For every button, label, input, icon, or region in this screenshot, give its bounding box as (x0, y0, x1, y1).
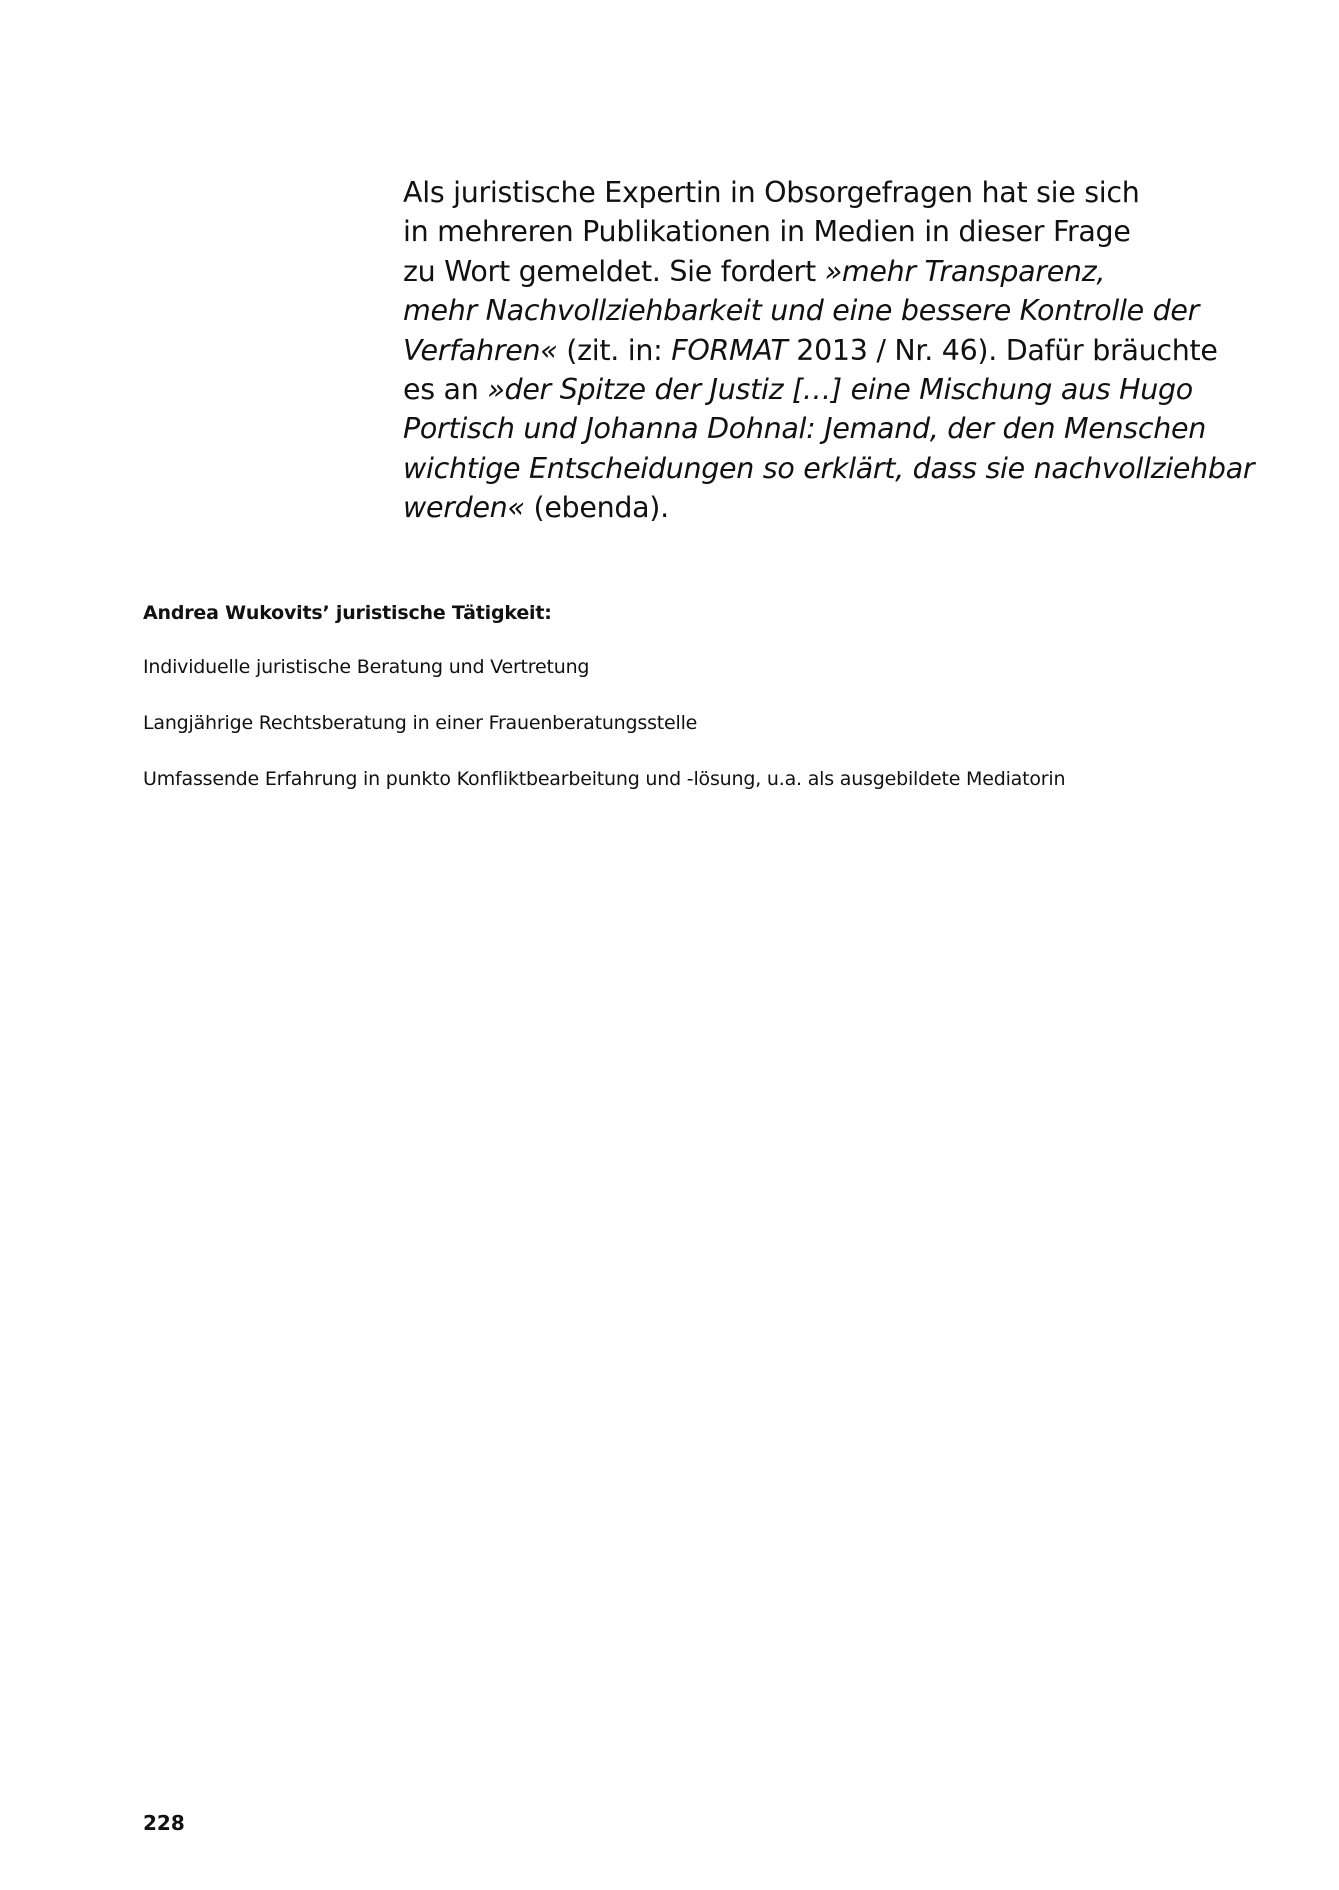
quote-text: Verfahren« (403, 333, 558, 367)
quote-text: »der Spitze der Justiz […] eine Mischung aus Hugo (487, 373, 1193, 407)
lead-text: (ebenda). (524, 491, 669, 525)
list-item: Individuelle juristische Beratung und Vertretung (143, 656, 590, 678)
lead-line-1: Als juristische Expertin in Obsorgefragen hat sie sich (403, 176, 1140, 209)
lead-text: 2013 / Nr. 46). Dafür bräuchte (787, 333, 1218, 367)
lead-line-2: in mehreren Publikationen in Medien in dieser Frage (403, 215, 1131, 249)
lead-text: (zit. in: (557, 333, 672, 367)
lead-line-4 (403, 291, 1283, 330)
lead-paragraph (403, 173, 1283, 528)
activities-list (143, 654, 1065, 822)
lead-text: zu Wort gemeldet. Sie fordert (403, 254, 825, 288)
quote-text: wichtige Entscheidungen so erklärt, dass sie nachvollziehbar (403, 451, 1255, 485)
quote-text: »mehr Transparenz, (824, 254, 1106, 288)
lead-line-6 (403, 370, 1283, 409)
page-number: 228 (143, 1811, 185, 1835)
quote-text: mehr Nachvollziehbarkeit und eine bessere Kontrolle der (403, 294, 1200, 328)
lead-line-7 (403, 409, 1283, 448)
publication-title: FORMAT (671, 333, 788, 367)
quote-text: werden« (403, 491, 525, 525)
lead-line-9 (403, 488, 1283, 527)
lead-text: es an (403, 373, 488, 407)
list-item: Langjährige Rechtsberatung in einer Frauenberatungsstelle (143, 712, 698, 734)
quote-text: Portisch und Johanna Dohnal: Jemand, der den Menschen (403, 412, 1206, 446)
lead-line-3 (403, 252, 1283, 291)
activities-heading: Andrea Wukovits’ juristische Tätigkeit: (143, 602, 552, 624)
list-item: Umfassende Erfahrung in punkto Konfliktbearbeitung und -lösung, u.a. als ausgebildete Mediatorin (143, 768, 1066, 790)
lead-line-5 (403, 331, 1283, 370)
lead-line-8 (403, 449, 1283, 488)
